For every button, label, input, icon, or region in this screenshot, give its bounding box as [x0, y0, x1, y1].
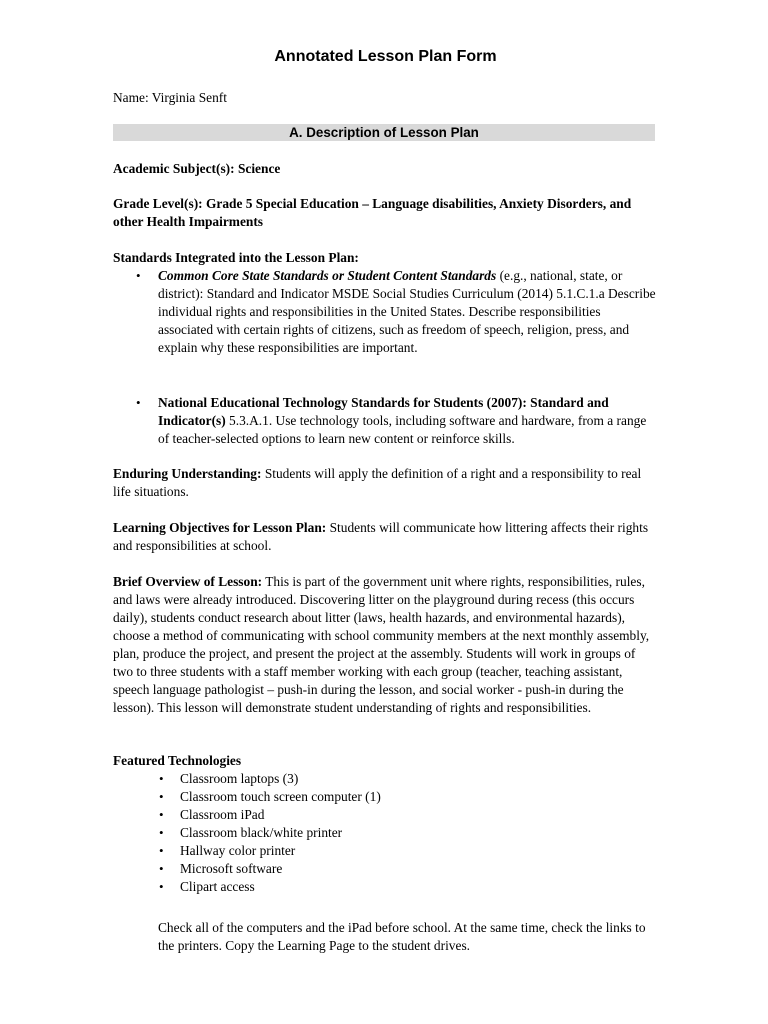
closing-paragraph: Check all of the computers and the iPad before school. At the same time, check the links to the printers. Copy the Learning Page to the student drives. [158, 920, 646, 953]
objectives-label: Learning Objectives for Lesson Plan: [113, 520, 327, 535]
list-item [113, 806, 658, 824]
grade-level-text: Grade Level(s): Grade 5 Special Education – Language disabilities, Anxiety Disorders, and other Health Impairments [113, 196, 632, 229]
featured-technologies-heading [113, 752, 658, 770]
technology-label: Clipart access [180, 879, 255, 894]
list-item [113, 842, 658, 860]
standard-item-nets [113, 394, 658, 448]
standard-item-common-core [113, 267, 658, 357]
standards-list [113, 267, 658, 357]
bullet-icon: • [159, 879, 164, 894]
enduring-understanding [113, 465, 658, 501]
standards-heading-text: Standards Integrated into the Lesson Plan: [113, 250, 359, 265]
name-line: Name: Virginia Senft [113, 90, 227, 105]
overview-text: This is part of the government unit where rights, responsibilities, rules, and laws were already introduced. Discovering litter on the playground during recess (this occurs daily), students conduct research about litter (laws, health hazards, and environmental hazards), choose a method of communicating with school community members at the next monthly assembly, plan, produce the project, and present the project at the assembly. Students will work in groups of two to three students with a staff member working with each group (teacher, teaching assistant, speech language pathologist – push-in during the lesson, and social worker - push-in during the lesson). This lesson will demonstrate student understanding of rights and responsibilities. [113, 574, 650, 715]
academic-subject [113, 160, 658, 178]
technologies-list [113, 770, 658, 896]
brief-overview [113, 573, 658, 717]
document-title: Annotated Lesson Plan Form [274, 48, 497, 65]
bullet-icon: • [159, 807, 164, 822]
featured-heading-text: Featured Technologies [113, 753, 242, 768]
overview-label: Brief Overview of Lesson: [113, 574, 263, 589]
standard-lead: National Educational Technology Standards for Students (2007): Standard and Indicator(s) [158, 395, 609, 428]
standard-text: (e.g., national, state, or district): Standard and Indicator MSDE Social Studies Curriculum (2014) 5.1.C.1.a Describe individual rights and responsibilities in the United States. Describe responsibilities associated with certain rights of citizens, such as freedom of speech, religion, press, and explain why these responsibilities are important. [158, 268, 656, 355]
bullet-icon: • [159, 771, 164, 786]
list-item [113, 770, 658, 788]
section-a-heading: A. Description of Lesson Plan [113, 124, 655, 141]
list-item [113, 824, 658, 842]
enduring-label: Enduring Understanding: [113, 466, 262, 481]
technology-label: Classroom iPad [180, 807, 265, 822]
technology-label: Classroom laptops (3) [180, 771, 299, 786]
bullet-icon: • [159, 825, 164, 840]
grade-level [113, 195, 658, 231]
list-item [113, 878, 658, 896]
technology-label: Hallway color printer [180, 843, 296, 858]
standards-heading [113, 249, 658, 267]
academic-subject-text: Academic Subject(s): Science [113, 161, 281, 176]
learning-objectives [113, 519, 658, 555]
standards-list-2 [113, 394, 658, 448]
bullet-icon: • [159, 789, 164, 804]
technology-label: Classroom touch screen computer (1) [180, 789, 381, 804]
bullet-icon: • [159, 843, 164, 858]
list-item [113, 788, 658, 806]
bullet-icon: • [136, 395, 141, 410]
technology-label: Classroom black/white printer [180, 825, 343, 840]
enduring-text: Students will apply the definition of a right and a responsibility to real life situations. [113, 466, 642, 499]
standard-lead: Common Core State Standards or Student Content Standards [158, 268, 497, 283]
standard-text: 5.3.A.1. Use technology tools, including software and hardware, from a range of teacher-selected options to learn new content or reinforce skills. [158, 413, 647, 446]
objectives-text: Students will communicate how littering affects their rights and responsibilities at school. [113, 520, 649, 553]
technology-label: Microsoft software [180, 861, 283, 876]
bullet-icon: • [159, 861, 164, 876]
list-item [113, 860, 658, 878]
bullet-icon: • [136, 268, 141, 283]
